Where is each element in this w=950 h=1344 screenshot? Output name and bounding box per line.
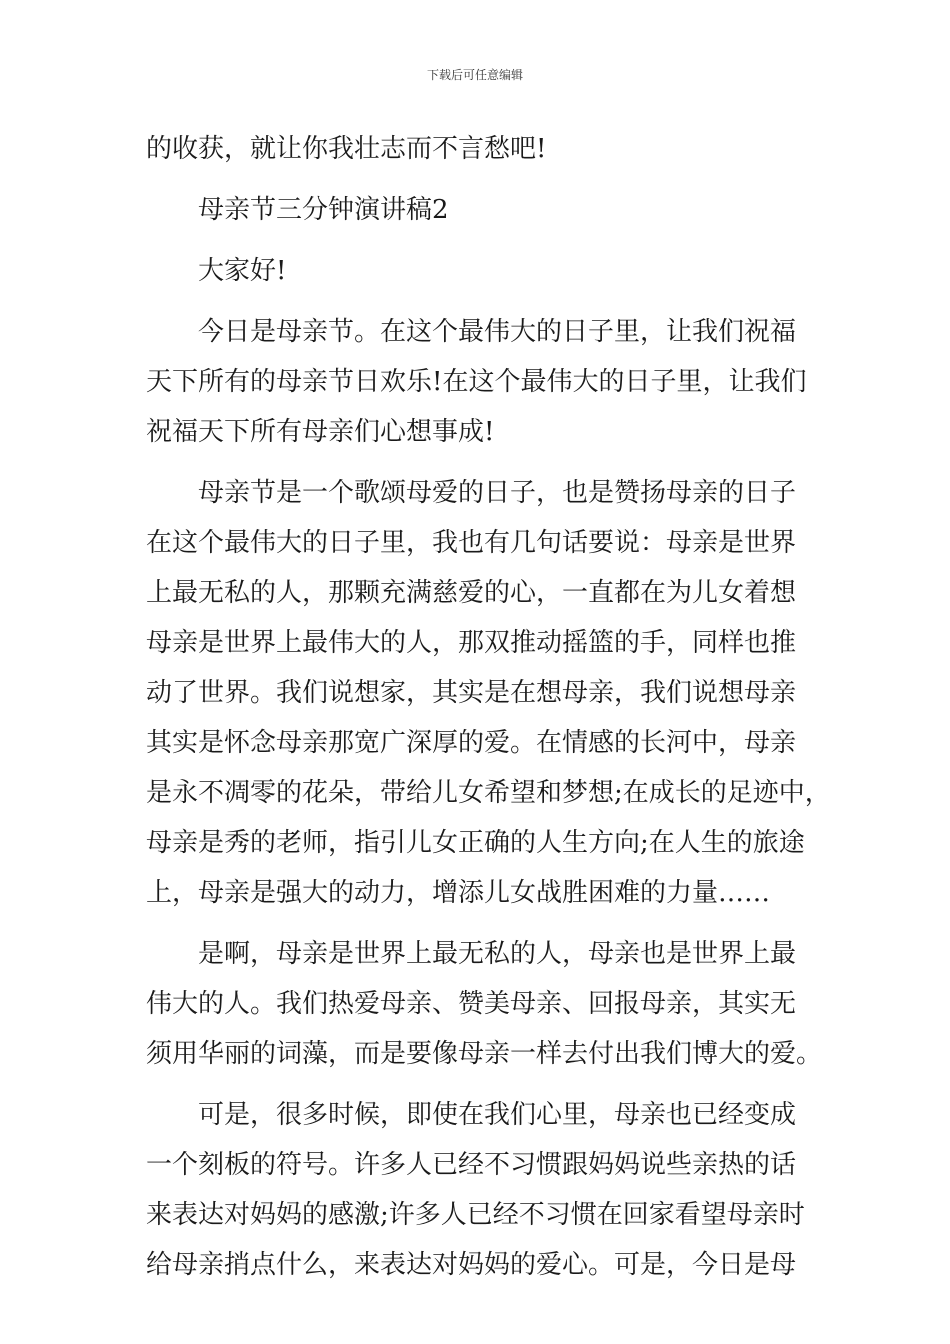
text-line: 上最无私的人，那颗充满慈爱的心，一直都在为儿女着想 [146, 578, 797, 608]
paragraph-gap [146, 235, 806, 246]
document-body [146, 124, 831, 1290]
paragraph-gap [146, 174, 806, 185]
text-line: 一个刻板的符号。许多人已经不习惯跟妈妈说些亲热的话 [146, 1150, 797, 1180]
text-line: 动了世界。我们说想家，其实是在想母亲，我们说想母亲 [146, 678, 797, 708]
text-line: 母亲节是一个歌颂母爱的日子，也是赞扬母亲的日子 [198, 478, 797, 508]
text-line: 其实是怀念母亲那宽广深厚的爱。在情感的长河中，母亲 [146, 728, 797, 758]
text-line: 祝福天下所有母亲们心想事成! [146, 417, 495, 447]
text-line: 在这个最伟大的日子里，我也有几句话要说：母亲是世界 [146, 528, 797, 558]
text-line: 是永不凋零的花朵，带给儿女希望和梦想;在成长的足迹中， [146, 778, 831, 808]
paragraph-gap [146, 1079, 806, 1090]
text-line: 的收获，就让你我壮志而不言愁吧! [146, 134, 547, 164]
text-line: 大家好! [198, 256, 287, 286]
text-line: 是啊，母亲是世界上最无私的人，母亲也是世界上最 [198, 939, 797, 969]
text-line: 母亲是世界上最伟大的人，那双推动摇篮的手，同样也推 [146, 628, 797, 658]
text-line: 伟大的人。我们热爱母亲、赞美母亲、回报母亲，其实无 [146, 989, 797, 1019]
text-line: 须用华丽的词藻，而是要像母亲一样去付出我们博大的爱。 [146, 1039, 823, 1069]
text-line: 母亲是秀的老师，指引儿女正确的人生方向;在人生的旅途 [146, 828, 805, 858]
text-line: 上，母亲是强大的动力，增添儿女战胜困难的力量…… [146, 878, 771, 908]
paragraph-gap [146, 457, 806, 468]
paragraph-gap [146, 296, 806, 307]
text-line: 母亲节三分钟演讲稿2 [198, 195, 449, 225]
text-line: 可是，很多时候，即使在我们心里，母亲也已经变成 [198, 1100, 797, 1130]
text-line: 今日是母亲节。在这个最伟大的日子里，让我们祝福 [198, 317, 797, 347]
text-line: 给母亲捎点什么，来表达对妈妈的爱心。可是，今日是母 [146, 1250, 797, 1280]
paragraph-gap [146, 918, 806, 929]
text-line: 来表达对妈妈的感激;许多人已经不习惯在回家看望母亲时 [146, 1200, 805, 1230]
page-header: 下载后可任意编辑 [426, 68, 523, 82]
text-line: 天下所有的母亲节日欢乐!在这个最伟大的日子里，让我们 [146, 367, 807, 397]
